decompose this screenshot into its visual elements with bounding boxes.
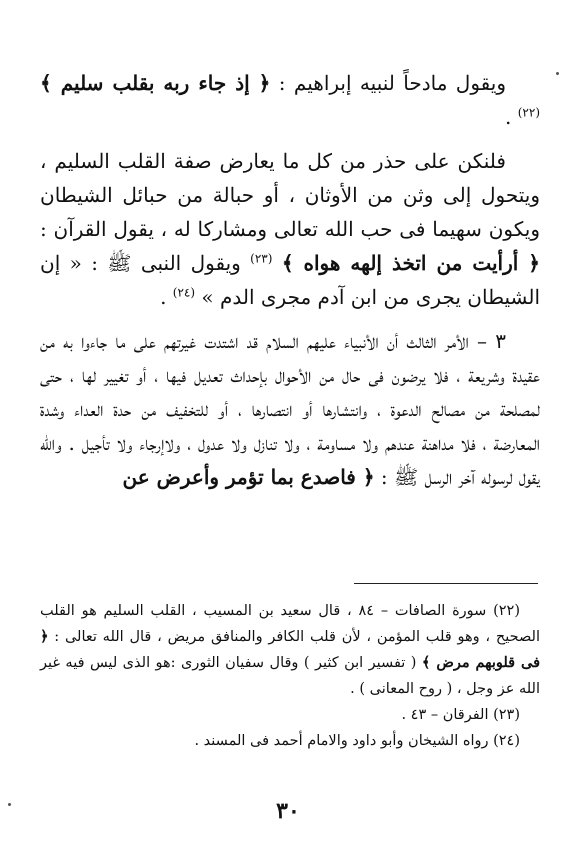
footnote-24: (٢٤) رواه الشيخان وأبو داود والامام أحمد فى المسند . <box>194 733 520 749</box>
footnote-divider <box>354 583 538 584</box>
quran-verse-1: ﴿ إذ جاء ربه بقلب سليم ﴾ <box>40 71 271 95</box>
paragraph-2-text-2: ويقول النبى ﷺ : « إن الشيطان يجرى من ابن آدم مجرى الدم » <box>40 251 540 309</box>
paragraph-3-text: ٣ – الأمر الثالث أن الأنبياء عليهم السلام قد اشتدت غيرتهم على ما جاءوا به من عقيدة وشريعة ، فلا يرضون فى حال من الأحوال بإحداث تعديل فيها ، أو تغيير لها ، حتى لمصلحة من مصالح الدعوة ، وانتشارها أو انتصارها ، أو للتخفيف من حدة العداء وشدة المعارضة ، فلا مداهنة عندهم ولا مساومة ، ولا تنازل ولا عدول ، ولاإرجاء ولا تأجيل . والله يقول لرسوله آخر الرسل ﷺ : <box>40 329 540 489</box>
paragraph-2 <box>40 144 540 314</box>
main-text <box>40 66 540 504</box>
paragraph-2-end: . <box>160 285 167 309</box>
footnote-23: (٢٣) الفرقان – ٤٣ . <box>401 707 520 723</box>
footnote-22 <box>40 598 540 702</box>
paragraph-3 <box>40 324 540 494</box>
paragraph-1-text: ويقول مادحاً لنبيه إبراهيم : <box>278 71 507 95</box>
scan-speck <box>8 803 11 806</box>
footnote-22-quran: ﴿ فى قلوبهم مرض ﴾ <box>40 628 541 671</box>
footnote-ref-24: (٢٤) <box>172 285 196 300</box>
paragraph-1-end: . <box>505 105 512 129</box>
page-number: ٣٠ <box>276 798 300 824</box>
footnote-ref-23: (٢٣) <box>250 251 273 266</box>
footnote-22-line-1: (٢٢) سورة الصافات – ٨٤ ، قال سعيد بن المسيب ، القلب السليم هو القلب الصحيح ، وهو قلب المؤمن ، لأن قلب الكافر والمنافق مريض ، قال الله تعالى : <box>40 603 540 645</box>
paragraph-2-text-1: فلنكن على حذر من كل ما يعارض صفة القلب السليم ، ويتحول إلى وثن من الأوثان ، أو حبالة من حبائل الشيطان ويكون سهيما فى حب الله تعالى ومشاركا له ، يقول القرآن : <box>40 149 540 241</box>
footnotes <box>40 598 540 754</box>
quran-verse-3: ﴿ فاصدع بما تؤمر وأعرض عن <box>122 465 375 489</box>
paragraph-1 <box>40 66 540 134</box>
quran-verse-2: ﴿ أرأيت من اتخذ إلهه هواه ﴾ <box>281 251 541 275</box>
footnote-22-line-2: ( تفسير ابن كثير ) وقال سفيان الثورى :هو الذى ليس فيه غير الله عز وجل ، ( روح المعانى ) . <box>40 655 540 697</box>
footnote-ref-22: (٢٢) <box>517 105 540 120</box>
scan-speck <box>556 72 559 75</box>
